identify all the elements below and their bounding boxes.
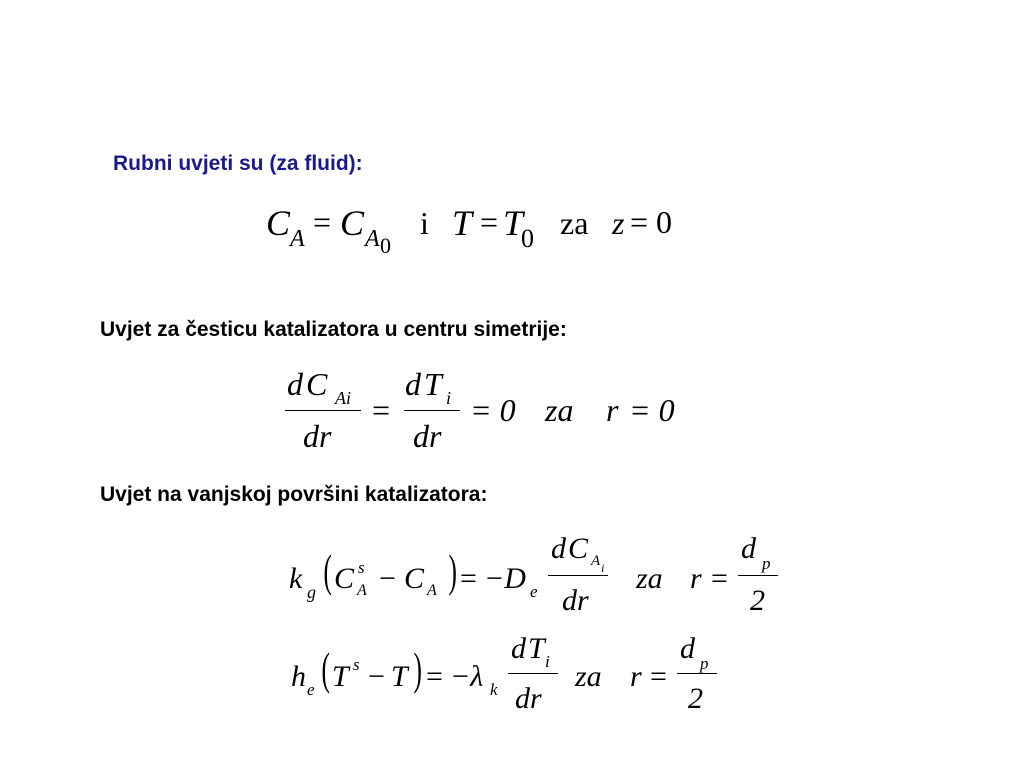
eq3-right-paren: )	[448, 545, 457, 596]
eq4-two: 2	[688, 682, 703, 715]
eq3-dp-d: d	[741, 532, 756, 565]
eq3-C2: C	[404, 562, 425, 595]
eq4-dp-fraction-bar	[677, 673, 717, 674]
heading-surface-condition: Uvjet na vanjskoj površini katalizatora:	[100, 483, 488, 506]
eq2-fraction-bar-1	[285, 410, 361, 411]
heading-fluid-conditions: Rubni uvjeti su (za fluid):	[113, 152, 363, 175]
eq4-num-d: d	[511, 632, 526, 665]
eq3-num-d: d	[551, 532, 566, 565]
eq4-left-paren: (	[321, 643, 330, 694]
eq4-T2: T	[391, 660, 408, 693]
eq1-T0: T	[503, 203, 524, 243]
eq1-sub-A: A	[290, 226, 305, 252]
eq3-sub-A2: A	[427, 582, 437, 599]
eq4-sup-s: s	[353, 655, 360, 674]
eq4-za: za	[575, 660, 602, 693]
eq2-num1-d: d	[287, 366, 303, 402]
eq1-sub-A0: A	[365, 226, 380, 252]
eq1-za: za	[560, 205, 589, 241]
eq2-den2: dr	[413, 418, 442, 454]
eq4-dp-d: d	[680, 632, 695, 665]
eq4-fraction-bar	[508, 673, 558, 674]
eq3-k: k	[289, 562, 303, 595]
eq3-sub-e: e	[530, 582, 538, 601]
eq3-dp-p: p	[762, 554, 771, 573]
eq4-h: h	[291, 660, 306, 693]
eq1-equals2: =	[480, 204, 499, 240]
eq3-dp-fraction-bar	[738, 575, 778, 576]
eq3-num-C: C	[568, 532, 589, 565]
eq3-fraction-bar	[548, 575, 608, 576]
eq4-r: r	[630, 660, 642, 693]
eq1-T: T	[452, 203, 473, 243]
eq1-C0: C	[340, 203, 365, 243]
eq1-equals: =	[313, 204, 332, 240]
eq1-zero: 0	[656, 204, 672, 240]
eq4-num-T: T	[528, 632, 545, 665]
eq2-r: r	[606, 392, 619, 428]
eq2-equals-zero: = 0	[470, 392, 516, 428]
eq1-z: z	[612, 205, 625, 241]
eq3-num-sub-i: i	[601, 561, 605, 575]
heading-center-condition: Uvjet za česticu katalizatora u centru simetrije:	[100, 318, 567, 341]
eq4-sub-e: e	[307, 680, 315, 699]
eq1-sub-zero: 0	[380, 233, 391, 258]
eq1-C: C	[266, 203, 291, 243]
eq4-sub-k: k	[490, 680, 498, 699]
eq3-sub-A: A	[357, 582, 367, 599]
eq4-num-sub-i: i	[545, 652, 550, 671]
eq4-T: T	[332, 660, 349, 693]
eq2-r-equals-zero: = 0	[629, 392, 675, 428]
eq2-num2-d: d	[405, 366, 421, 402]
eq2-num2-T: T	[424, 366, 442, 402]
eq3-two: 2	[750, 584, 765, 617]
eq3-sup-s: s	[358, 558, 365, 577]
eq2-fraction-bar-2	[404, 410, 460, 411]
eq1-T0-sub: 0	[521, 224, 534, 253]
eq4-den: dr	[515, 682, 542, 715]
eq2-num1-C: C	[306, 366, 328, 402]
eq2-za: za	[545, 392, 574, 428]
eq3-den: dr	[562, 584, 589, 617]
eq4-equals: =	[426, 660, 443, 693]
eq3-minus: −	[379, 562, 396, 595]
eq3-r-equals: =	[711, 562, 728, 595]
eq2-num1-sub: Ai	[335, 388, 351, 408]
eq3-equals: =	[460, 562, 477, 595]
eq4-r-equals: =	[650, 660, 667, 693]
eq1-and: i	[420, 205, 429, 241]
eq4-right-paren: )	[413, 643, 422, 694]
eq1-equals3: =	[630, 204, 649, 240]
eq3-za: za	[636, 562, 663, 595]
eq3-num-sub-A: A	[591, 553, 601, 569]
eq2-num2-sub: i	[446, 388, 452, 408]
eq2-equals1: =	[372, 392, 391, 428]
eq4-minus: −	[368, 660, 385, 693]
eq3-left-paren: (	[323, 545, 332, 596]
eq3-r: r	[690, 562, 702, 595]
eq3-negD: −D	[484, 562, 526, 595]
eq4-neg-lambda: −λ	[450, 660, 484, 693]
eq3-sub-g: g	[307, 582, 316, 602]
eq2-den1: dr	[303, 418, 332, 454]
eq4-dp-p: p	[700, 654, 709, 673]
eq3-C: C	[334, 562, 355, 595]
